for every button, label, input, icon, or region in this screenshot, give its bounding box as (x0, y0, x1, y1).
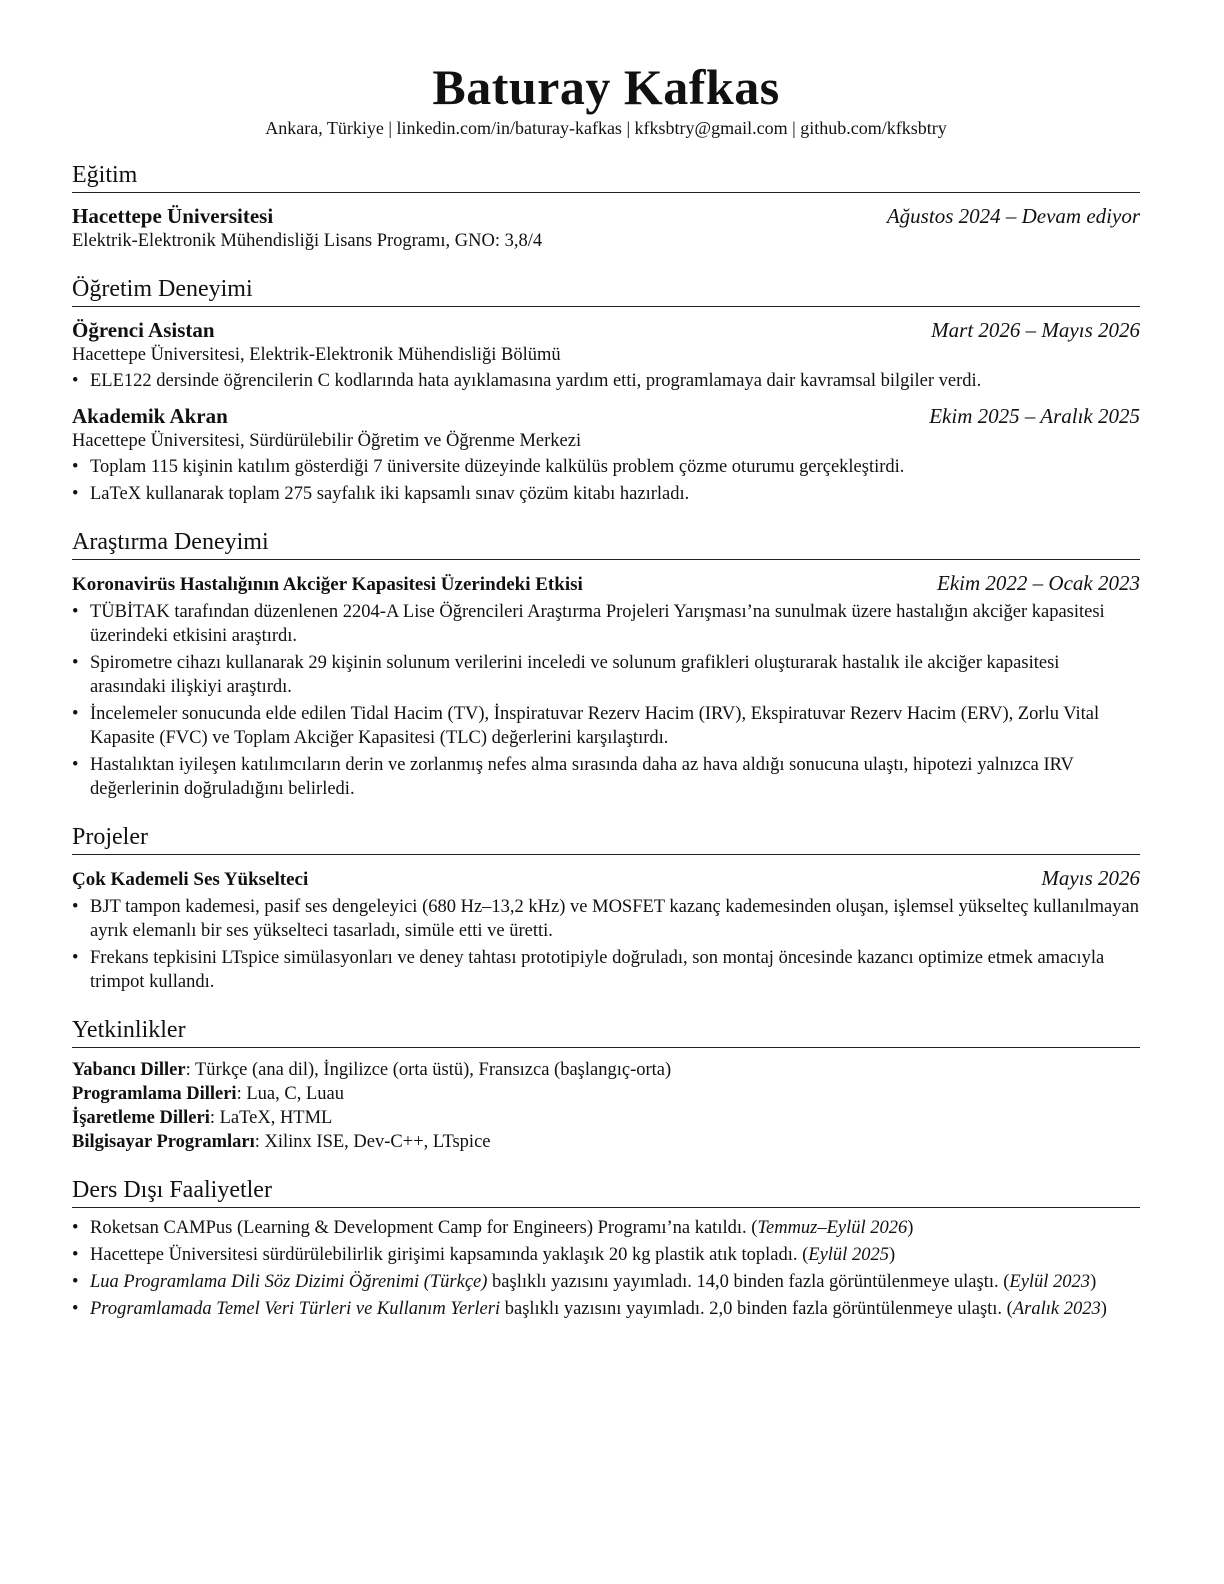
bullet-item (72, 946, 1140, 994)
role-date: Ekim 2025 – Aralık 2025 (929, 404, 1140, 428)
activity-text: Roketsan CAMPus (Learning & Development Camp for Engineers) Programı’na katıldı. ( (90, 1218, 758, 1238)
activity-date: Aralık 2023 (1012, 1299, 1101, 1319)
bullet-item (72, 455, 1140, 479)
bullet-text: Hastalıktan iyileşen katılımcıların derin ve zorlanmış nefes alma sırasında daha az hava aldığı sonucuna ulaştı, hipotezi yalnızca IRV değerlerinin doğruladığını belirledi. (90, 755, 1074, 799)
skill-row (72, 1058, 1140, 1082)
teaching-section (72, 275, 1140, 506)
activity-item (72, 1243, 1140, 1267)
bullet-icon: • (72, 948, 79, 968)
skill-value: : Xilinx ISE, Dev-C++, LTspice (254, 1132, 491, 1152)
bullet-text: ELE122 dersinde öğrencilerin C kodlarında hata ayıklamasına yardım etti, programlamaya dair kavramsal bilgiler verdi. (90, 371, 982, 391)
skill-value: : LaTeX, HTML (209, 1108, 333, 1128)
contact-line: Ankara, Türkiye | linkedin.com/in/baturay-kafkas | kfksbtry@gmail.com | github.com/kfksbtry (265, 118, 947, 138)
skill-label: Yabancı Diller (72, 1060, 186, 1080)
activity-text: Hacettepe Üniversitesi sürdürülebilirlik girişimi kapsamında yaklaşık 20 kg plastik atık topladı. ( (90, 1245, 809, 1265)
bullet-icon: • (72, 602, 79, 622)
bullet-icon: • (72, 755, 79, 775)
skill-value: : Türkçe (ana dil), İngilizce (orta üstü), Fransızca (başlangıç-orta) (185, 1060, 672, 1080)
activity-close: ) (888, 1245, 896, 1265)
bullet-text: Toplam 115 kişinin katılım gösterdiği 7 üniversite düzeyinde kalkülüs problem çözme oturumu gerçekleştirdi. (90, 457, 905, 477)
bullet-icon: • (72, 704, 79, 724)
bullet-list (72, 1216, 1140, 1321)
bullet-text: BJT tampon kademesi, pasif ses dengeleyici (680 Hz–13,2 kHz) ve MOSFET kazanç kademesinden oluşan, işlemsel yükselteç kullanılmayan ayrık elemanlı bir ses yükselteci tasarladı, simüle etti ve üretti. (90, 897, 1139, 941)
bullet-text: İncelemeler sonucunda elde edilen Tidal Hacim (TV), İnspiratuvar Rezerv Hacim (IRV), Ekspiratuvar Rezerv Hacim (ERV), Zorlu Vital Kapasite (FVC) ve Toplam Akciğer Kapasitesi (TLC) değerlerini karşılaştırdı. (90, 704, 1100, 748)
teaching-entry (72, 317, 1140, 393)
bullet-item (72, 753, 1140, 801)
skill-row (72, 1130, 1140, 1154)
activity-date: Temmuz–Eylül 2026 (757, 1218, 908, 1238)
role-title: Öğrenci Asistan (72, 318, 215, 342)
activity-italic-title: Programlamada Temel Veri Türleri ve Kullanım Yerleri (90, 1299, 501, 1319)
research-date: Ekim 2022 – Ocak 2023 (937, 571, 1140, 595)
skill-label: İşaretleme Dilleri (72, 1108, 210, 1128)
bullet-icon: • (72, 897, 79, 917)
bullet-list (72, 600, 1140, 801)
bullet-list (72, 369, 1140, 393)
bullet-item (72, 482, 1140, 506)
skill-row (72, 1082, 1140, 1106)
research-entry (72, 570, 1140, 801)
bullet-icon: • (72, 484, 79, 504)
education-program: Elektrik-Elektronik Mühendisliği Lisans Programı, GNO: 3,8/4 (72, 231, 543, 251)
extracurricular-section (72, 1176, 1140, 1321)
bullet-icon: • (72, 1218, 79, 1238)
section-heading-projects: Projeler (72, 823, 1140, 855)
activity-item (72, 1297, 1140, 1321)
section-heading-education: Eğitim (72, 161, 1140, 193)
activity-date: Eylül 2023 (1009, 1272, 1091, 1292)
skill-label: Programlama Dilleri (72, 1084, 237, 1104)
resume-page (72, 58, 1140, 1324)
section-heading-skills: Yetkinlikler (72, 1016, 1140, 1048)
bullet-item (72, 651, 1140, 699)
activity-text: başlıklı yazısını yayımladı. 14,0 binden fazla görüntülenmeye ulaştı. ( (487, 1272, 1010, 1292)
school-name: Hacettepe Üniversitesi (72, 204, 274, 228)
activity-italic-title: Lua Programlama Dili Söz Dizimi Öğrenimi (Türkçe) (90, 1272, 488, 1292)
education-date: Ağustos 2024 – Devam ediyor (886, 204, 1140, 228)
bullet-text: LaTeX kullanarak toplam 275 sayfalık iki kapsamlı sınav çözüm kitabı hazırladı. (90, 484, 690, 504)
skill-value: : Lua, C, Luau (236, 1084, 344, 1104)
education-entry (72, 203, 1140, 253)
bullet-list (72, 455, 1140, 506)
bullet-item (72, 895, 1140, 943)
bullet-text: Frekans tepkisini LTspice simülasyonları ve deney tahtası prototipiyle doğruladı, son montaj öncesinde kazancı optimize etmek amacıyla trimpot kullandı. (90, 948, 1105, 992)
candidate-name: Baturay Kafkas (432, 59, 780, 115)
bullet-icon: • (72, 1272, 79, 1292)
bullet-item (72, 600, 1140, 648)
bullet-text: Spirometre cihazı kullanarak 29 kişinin solunum verilerini inceledi ve solunum grafikleri oluşturarak hastalık ile akciğer kapasitesi arasındaki ilişkiyi araştırdı. (90, 653, 1060, 697)
section-heading-teaching: Öğretim Deneyimi (72, 275, 1140, 307)
bullet-item (72, 369, 1140, 393)
bullet-list (72, 895, 1140, 994)
role-organization: Hacettepe Üniversitesi, Sürdürülebilir Öğretim ve Öğrenme Merkezi (72, 431, 582, 451)
role-organization: Hacettepe Üniversitesi, Elektrik-Elektronik Mühendisliği Bölümü (72, 345, 561, 365)
bullet-icon: • (72, 1245, 79, 1265)
role-title: Akademik Akran (72, 404, 228, 428)
activity-close: ) (1100, 1299, 1107, 1319)
teaching-entry (72, 403, 1140, 506)
skill-row (72, 1106, 1140, 1130)
skills-section (72, 1016, 1140, 1154)
research-title: Koronavirüs Hastalığının Akciğer Kapasitesi Üzerindeki Etkisi (72, 574, 583, 595)
bullet-text: TÜBİTAK tarafından düzenlenen 2204-A Lise Öğrencileri Araştırma Projeleri Yarışması’na sunulmak üzere hastalığın akciğer kapasitesi üzerindeki etkisini araştırdı. (90, 602, 1105, 646)
bullet-icon: • (72, 1299, 79, 1319)
bullet-icon: • (72, 457, 79, 477)
section-heading-extracurricular: Ders Dışı Faaliyetler (72, 1176, 1140, 1208)
bullet-icon: • (72, 653, 79, 673)
activity-item (72, 1216, 1140, 1240)
project-title: Çok Kademeli Ses Yükselteci (72, 869, 309, 890)
research-section (72, 528, 1140, 801)
activity-date: Eylül 2025 (808, 1245, 889, 1265)
project-date: Mayıs 2026 (1041, 866, 1140, 890)
bullet-item (72, 702, 1140, 750)
activity-item (72, 1270, 1140, 1294)
role-date: Mart 2026 – Mayıs 2026 (931, 318, 1140, 342)
activity-text: başlıklı yazısını yayımladı. 2,0 binden fazla görüntülenmeye ulaştı. ( (500, 1299, 1013, 1319)
activity-close: ) (907, 1218, 914, 1238)
activity-close: ) (1090, 1272, 1097, 1292)
skill-label: Bilgisayar Programları (72, 1132, 255, 1152)
project-entry (72, 865, 1140, 994)
section-heading-research: Araştırma Deneyimi (72, 528, 1140, 560)
education-section (72, 161, 1140, 253)
skills-list (72, 1058, 1140, 1154)
bullet-icon: • (72, 371, 79, 391)
projects-section (72, 823, 1140, 994)
